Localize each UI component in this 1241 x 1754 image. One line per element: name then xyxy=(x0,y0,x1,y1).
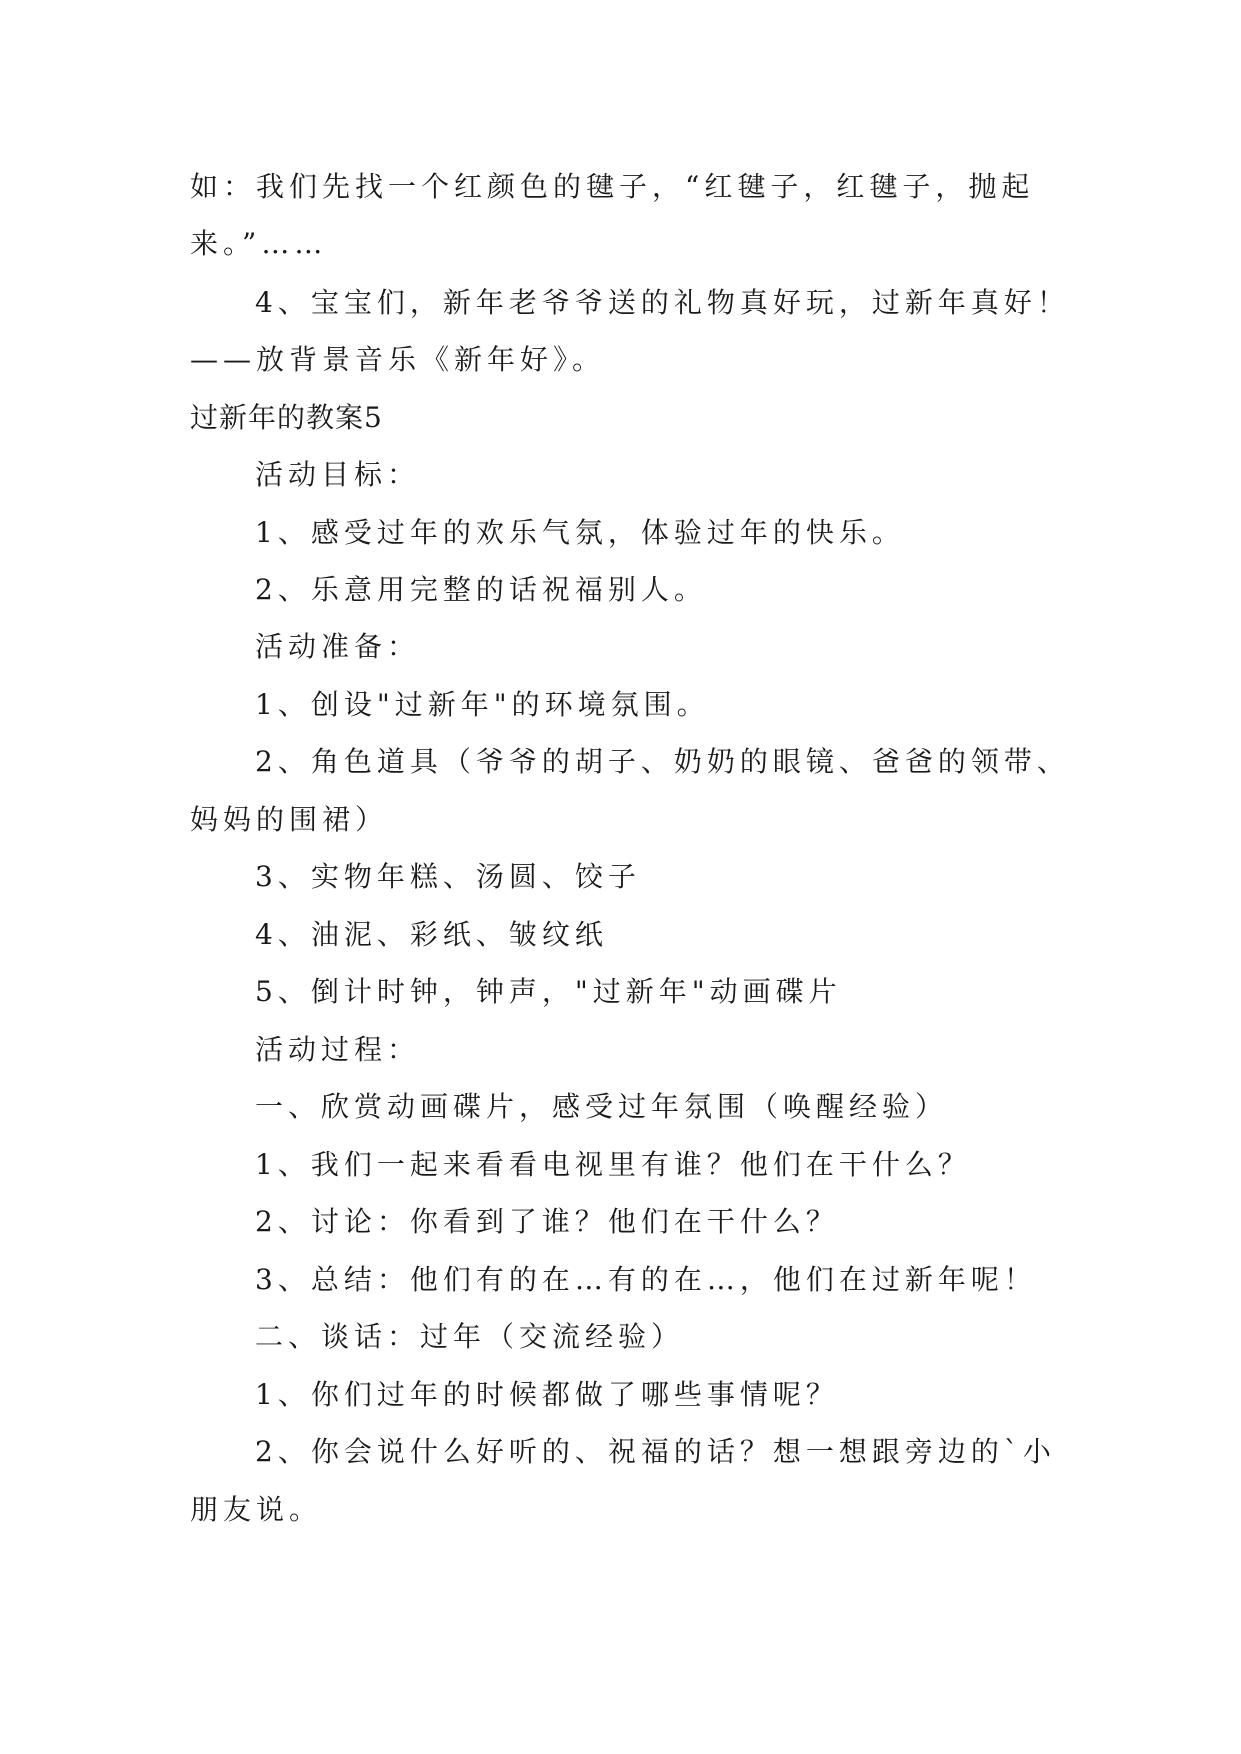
text-line: 如：我们先找一个红颜色的毽子，“红毽子，红毽子，抛起 xyxy=(190,170,1035,203)
section-heading: 过新年的教案5 xyxy=(190,401,383,434)
text-line: 4、宝宝们，新年老爷爷送的礼物真好玩，过新年真好！ xyxy=(255,286,1070,319)
text-line: 一、欣赏动画碟片，感受过年氛围（唤醒经验） xyxy=(255,1090,949,1123)
text-line: 1、你们过年的时候都做了哪些事情呢？ xyxy=(255,1378,839,1411)
text-line: 1、我们一起来看看电视里有谁？他们在干什么？ xyxy=(255,1148,971,1181)
text-line: 3、实物年糕、汤圆、饺子 xyxy=(255,860,641,893)
text-line: 活动过程： xyxy=(255,1033,421,1066)
text-line: 2、乐意用完整的话祝福别人。 xyxy=(255,573,707,606)
text-line: 3、总结：他们有的在…有的在…，他们在过新年呢！ xyxy=(255,1263,1037,1296)
text-line: 二、谈话：过年（交流经验） xyxy=(255,1320,685,1353)
text-line: 妈妈的围裙） xyxy=(190,803,389,836)
text-line: 4、油泥、彩纸、皱纹纸 xyxy=(255,918,608,951)
text-line: 1、创设"过新年"的环境氛围。 xyxy=(255,688,710,721)
text-line: 朋友说。 xyxy=(190,1493,323,1526)
text-line: 2、角色道具（爷爷的胡子、奶奶的眼镜、爸爸的领带、 xyxy=(255,745,1070,778)
text-line: 1、感受过年的欢乐气氛，体验过年的快乐。 xyxy=(255,516,905,549)
text-line: 5、倒计时钟，钟声，"过新年"动画碟片 xyxy=(255,975,842,1008)
text-line: 来。”…… xyxy=(190,227,328,260)
text-line: 2、你会说什么好听的、祝福的话？想一想跟旁边的`小 xyxy=(255,1435,1056,1468)
text-line: 2、讨论：你看到了谁？他们在干什么？ xyxy=(255,1205,839,1238)
text-line: 活动准备： xyxy=(255,630,421,663)
text-line: 活动目标： xyxy=(255,458,421,491)
text-line: ——放背景音乐《新年好》。 xyxy=(190,343,606,376)
